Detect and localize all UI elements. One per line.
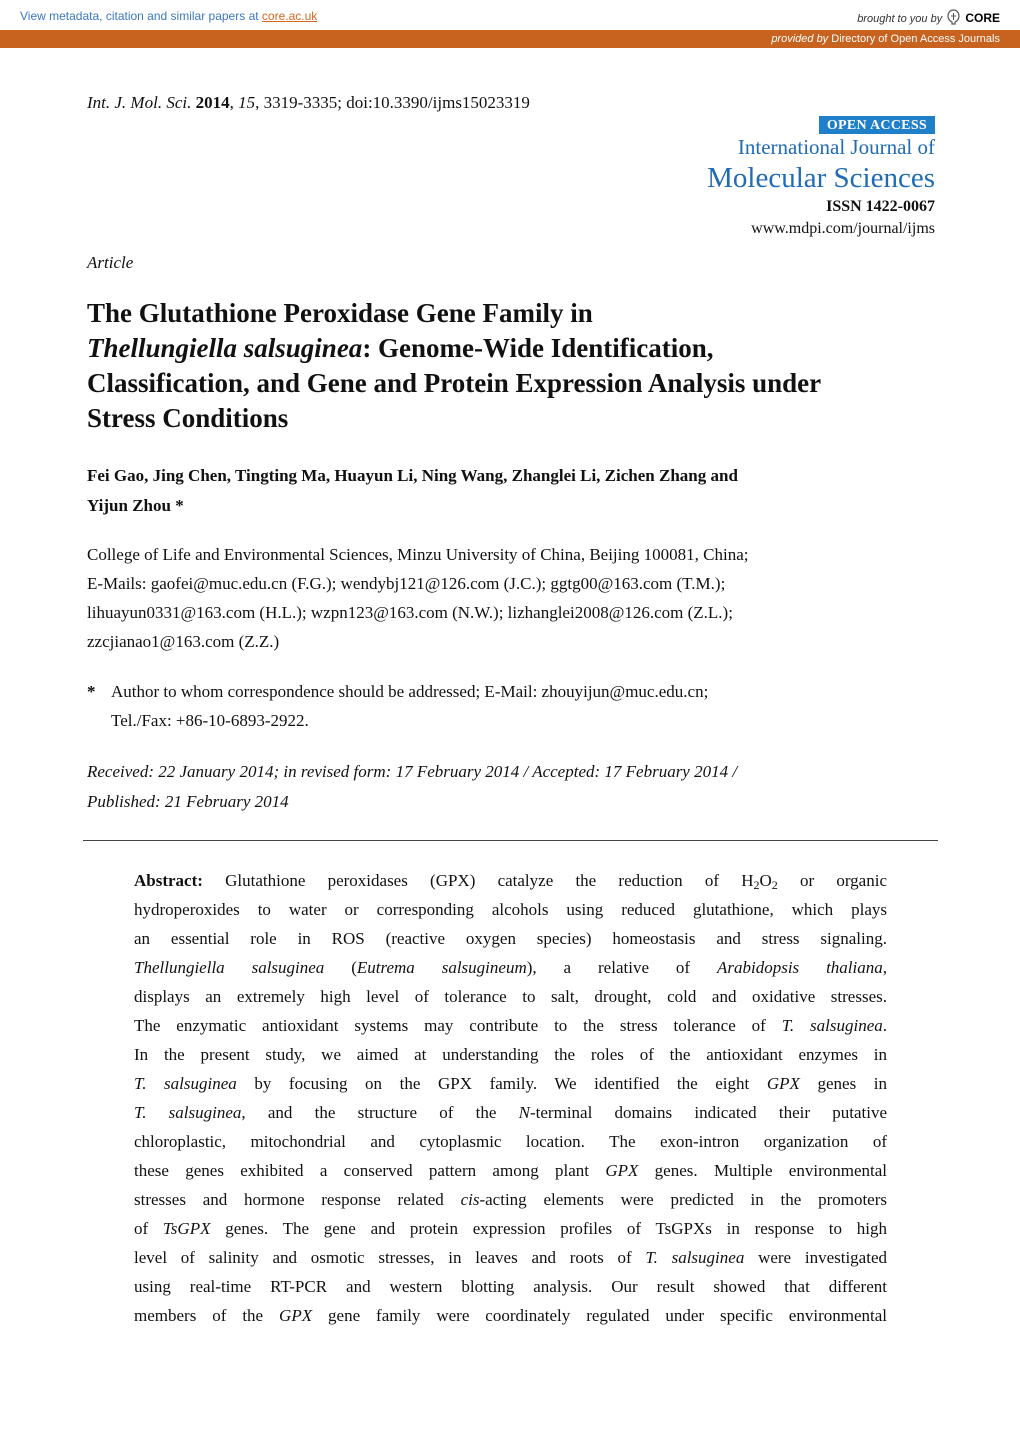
journal-abbrev: Int. J. Mol. Sci. [87,93,192,112]
affiliation-line: lihuayun0331@163.com (H.L.); wzpn123@163.com (N.W.); lizhanglei2008@126.com (Z.L.); [87,603,733,622]
affiliation-line: College of Life and Environmental Sciences, Minzu University of China, Beijing 100081, China; [87,545,749,564]
title-line-4: Stress Conditions [87,403,289,433]
abstract-text: . [882,1016,887,1035]
abstract-text: were investigated [744,1248,887,1267]
provider-link[interactable]: Directory of Open Access Journals [831,33,1000,45]
abstract-line [134,895,887,924]
title-species: Thellungiella salsuginea [87,333,363,363]
abstract-text: , and the structure of the [241,1103,519,1122]
core-brand-name: CORE [965,11,1000,25]
abstract-line [134,1185,887,1214]
title-line-2-rest: : Genome-Wide Identification, [362,333,714,363]
abstract-line [134,1243,887,1272]
abstract-line [134,1098,887,1127]
abstract-line [134,982,887,1011]
authors-line-2: Yijun Zhou * [87,496,184,515]
abstract-text: chloroplastic, mitochondrial and cytoplasmic location. The exon-intron organization of [134,1132,887,1151]
core-link[interactable]: core.ac.uk [261,9,318,23]
core-metadata-text: View metadata, citation and similar papers at [20,9,262,23]
abstract-text: genes. Multiple environmental [638,1161,887,1180]
provided-by-text: provided by [771,33,829,45]
abstract-text: -terminal domains indicated their putative [530,1103,887,1122]
abstract-text: N [518,1103,530,1122]
abstract-text: genes. The gene and protein expression profiles of TsGPXs in response to high [210,1219,887,1238]
abstract-line [134,1272,887,1301]
abstract-line [134,1040,887,1069]
abstract-text: ( [324,958,357,977]
journal-name-line1: International Journal of [737,135,935,159]
abstract-text: stresses and hormone response related [134,1190,461,1209]
correspondence-line-1: Author to whom correspondence should be addressed; E-Mail: zhouyijun@muc.edu.cn; [111,682,709,701]
abstract-text: Eutrema salsugineum [356,958,527,977]
title-line-2 [87,331,947,366]
abstract-text: Arabidopsis thaliana [716,958,883,977]
core-banner [0,0,1020,30]
abstract-text: -acting elements were predicted in the promoters [479,1190,887,1209]
abstract-text: , [882,958,887,977]
abstract-label: Abstract: [134,871,203,890]
journal-issn: ISSN 1422-0067 [826,198,935,215]
dates-line-1: Received: 22 January 2014; in revised form: 17 February 2014 / Accepted: 17 February 2014 / [87,762,738,781]
abstract-text: genes in [799,1074,887,1093]
title-line-1: The Glutathione Peroxidase Gene Family in [87,298,593,328]
abstract-text: gene family were coordinately regulated under specific environmental [312,1306,887,1325]
affiliation-block [87,540,947,656]
abstract-text: GPX [279,1306,313,1325]
abstract-text: Thellungiella salsuginea [134,958,325,977]
brought-by-text: brought to you by [857,13,943,25]
article-type: Article [87,253,134,272]
abstract-text: by focusing on the GPX family. We identified the eight [236,1074,767,1093]
journal-masthead [707,116,935,240]
article-title [87,296,947,436]
abstract-text: T. salsuginea [134,1103,242,1122]
abstract-line [134,1214,887,1243]
affiliation-line: zzcjianao1@163.com (Z.Z.) [87,632,280,651]
abstract-text: O [759,871,772,890]
abstract-text: In the present study, we aimed at understanding the roles of the antioxidant enzymes in [134,1045,887,1064]
abstract-line [134,1127,887,1156]
citation-pages-doi: , 3319-3335; doi:10.3390/ijms15023319 [255,93,530,112]
abstract-text: using real-time RT-PCR and western blotting analysis. Our result showed that different [134,1277,887,1296]
abstract-text: cis [460,1190,480,1209]
corresponding-star: * [87,682,96,701]
abstract-line [134,924,887,953]
abstract-text: TsGPX [162,1219,211,1238]
core-branding[interactable] [857,9,1000,28]
authors-line-1: Fei Gao, Jing Chen, Tingting Ma, Huayun Li, Ning Wang, Zhanglei Li, Zichen Zhang and [87,466,738,485]
abstract-text: an essential role in ROS (reactive oxygen species) homeostasis and stress signaling. [134,929,887,948]
open-access-badge: OPEN ACCESS [819,116,935,134]
abstract-text: hydroperoxides to water or corresponding alcohols using reduced glutathione, which plays [134,900,887,919]
abstract-text: T. salsuginea [134,1074,237,1093]
section-divider [83,840,938,841]
abstract-line [134,1301,887,1330]
abstract-text: T. salsuginea [645,1248,745,1267]
abstract-text: ), a relative of [526,958,717,977]
author-list [87,461,927,521]
abstract-text: of [134,1219,163,1238]
publication-dates [87,757,947,817]
citation-volume: 15 [238,93,256,112]
abstract-text: 2 [771,878,778,892]
abstract-text: level of salinity and osmotic stresses, in leaves and roots of [134,1248,646,1267]
dates-line-2: Published: 21 February 2014 [87,792,289,811]
abstract-line [134,953,887,982]
citation-year: 2014 [195,93,230,112]
core-metadata-notice [20,9,317,23]
abstract-text: or organic [777,871,887,890]
abstract-text: T. salsuginea [781,1016,883,1035]
abstract-line [134,1156,887,1185]
affiliation-line: E-Mails: gaofei@muc.edu.cn (F.G.); wendybj121@126.com (J.C.); ggtg00@163.com (T.M.); [87,574,726,593]
correspondence-line-2: Tel./Fax: +86-10-6893-2922. [111,711,309,730]
core-logo-icon [947,9,960,28]
citation-line: Int. J. Mol. Sci. 2014, 15, 3319-3335; doi:10.3390/ijms15023319 [87,93,530,112]
abstract-text: Glutathione peroxidases (GPX) catalyze the reduction of H [202,871,754,890]
core-provider-bar [0,30,1020,48]
abstract-text: these genes exhibited a conserved pattern among plant [134,1161,606,1180]
abstract-text: displays an extremely high level of tolerance to salt, drought, cold and oxidative stresses. [134,987,887,1006]
correspondence-note [87,677,708,735]
abstract-text: members of the [134,1306,280,1325]
abstract-text: The enzymatic antioxidant systems may contribute to the stress tolerance of [134,1016,782,1035]
journal-name-line2: Molecular Sciences [707,162,935,194]
abstract-line [134,1069,887,1098]
title-line-3: Classification, and Gene and Protein Expression Analysis under [87,368,822,398]
abstract-line [134,866,887,895]
journal-url[interactable]: www.mdpi.com/journal/ijms [751,220,935,237]
abstract-text: GPX [605,1161,639,1180]
abstract-text: 2 [753,878,760,892]
abstract-line [134,1011,887,1040]
abstract-block [134,866,887,1330]
abstract-text: GPX [766,1074,800,1093]
